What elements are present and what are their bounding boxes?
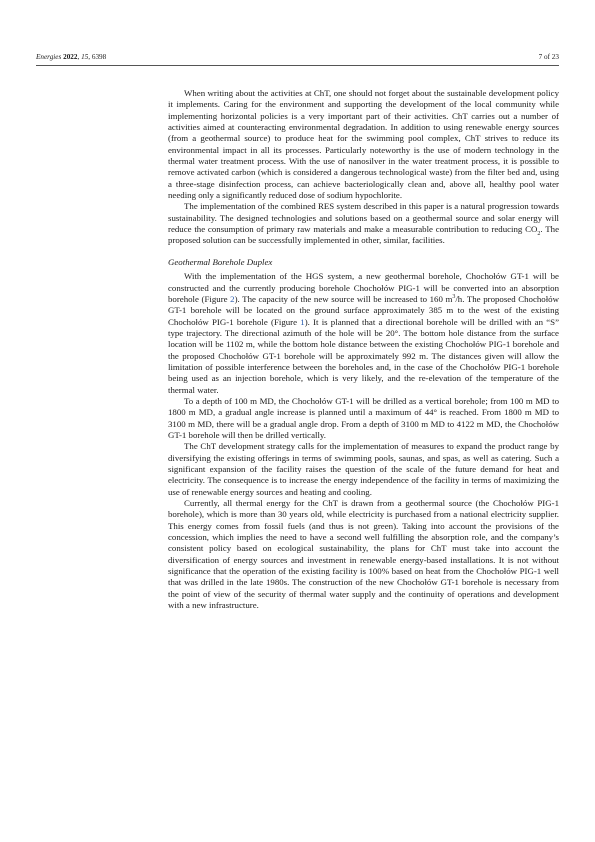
section-heading: Geothermal Borehole Duplex [168,256,273,267]
journal-year: 2022 [63,53,78,61]
paragraph-text: With the implementation of the HGS system, a new geothermal borehole, Chochołów GT-1 will be constructed and the currently producing borehole Chochołów PIG-1 will be converted into an absorption borehole (Figure [168,271,559,304]
figure-link[interactable]: 1 [300,316,305,327]
paragraph-text: ). The capacity of the new source will be increased to 160 m [234,293,453,304]
paragraph-text: ). It is planned that a directional borehole will be drilled with an “S” type trajectory. The directional azimuth of the hole will be 20°. The bottom hole distance from the surface location will be 1102 m, while the bottom hole distance between the existing Chochołów PIG-1 borehole and the proposed Chochołów GT-1 borehole will be approximately 992 m. The distances given will allow the limitation of possible interference between the boreholes and, in the case of the Chochołów PIG-1 borehole being used as an injection borehole, which is very likely, and the re-elevation of the temperature of the thermal water. [168,316,559,395]
paragraph-borehole [168,271,559,396]
figure-link[interactable]: 2 [230,293,235,304]
paragraph-drilling-depth: To a depth of 100 m MD, the Chochołów GT-1 will be drilled as a vertical borehole; from 100 m MD to 1800 m MD, a gradual angle increase is planned until a maximum of 44° is reached. From 1800 m MD to 3100 m MD, there will be a gradual angle drop. From a depth of 3100 m MD to 4122 m MD, the Chochołów GT-1 borehole will then be drilled vertically. [168,395,559,440]
paragraph-energy-source: Currently, all thermal energy for the ChT is drawn from a geothermal source (the Chochołów PIG-1 borehole), which is more than 30 years old, while electricity is purchased from a national electricity supplier. This energy comes from fossil fuels (and thus is not green). Taking into account the provisions of the concession, which implies the need to have a second well fulfilling the absorption role, and the company’s consistent policy based on ecological sustainability, the plans for ChT must take into account the diversification of energy sources and investment in renewable energy-based installations. It is not without significance that the operation of the existing facility is 100% based on heat from the Chochołów PIG-1 well that was drilled in the late 1980s. The construction of the new Chochołów GT-1 borehole is necessary from the point of view of the security of thermal water supply and the continuity of operations and development with a new infrastructure. [168,498,559,611]
subscript: 2 [537,230,541,237]
journal-citation: Energies 2022, 15, 6398 [36,53,107,61]
header-rule [36,65,559,66]
paragraph-text: The implementation of the combined RES system described in this paper is a natural progression towards sustainability. The designed technologies and solutions based on a geothermal source and solar energy will reduce the consumption of primary raw materials and make a measurable contribution to reducing CO [168,201,559,235]
paragraph-text: . The proposed solution can be successfully implemented in other, similar, facilities. [168,224,559,246]
page-number: 7 of 23 [538,53,559,61]
running-header [36,53,559,65]
paragraph-text: /h. The proposed Chochołów GT-1 borehole will be located on the ground surface approximately 385 m to the west of the existing Chochołów PIG-1 borehole (Figure [168,293,559,327]
superscript: 3 [452,293,456,300]
journal-volume: 15 [81,53,89,61]
paragraph-res-system [168,201,559,246]
paragraph-strategy: The ChT development strategy calls for the implementation of measures to expand the product range by diversifying the existing offerings in terms of swimming pools, saunas, and spas, as well as catering. Such a significant expansion of the facility raises the question of the scale of the future demand for heat and electricity. The consequence is to increase the energy independence of the facility in terms of maximizing the use of renewable energy sources and heating and cooling. [168,441,559,497]
paragraph-sustainability: When writing about the activities at ChT, one should not forget about the sustainable development policy it implements. Caring for the environment and supporting the development of the local community while implementing horizontal policies is a very important part of their activities. ChT carries out a number of activities aimed at counteracting environmental degradation. In addition to using renewable energy sources (from a geothermal source) to produce heat for the swimming pool complex, ChT strives to reduce its environmental impact in all its processes. Particularly noteworthy is the use of modern technology in the thermal water treatment process. With the use of nanosilver in the water treatment process, it is possible to remove activated carbon (which is considered a dangerous technological waste) from the filter bed and, using a three-stage disinfection process, can achieve bacteriologically clean and, above all, healthy pool water needing only a significantly reduced dose of sodium hypochlorite. [168,88,559,201]
journal-name: Energies [36,53,62,61]
article-number: , 6398 [88,53,107,61]
article-body [168,88,559,611]
